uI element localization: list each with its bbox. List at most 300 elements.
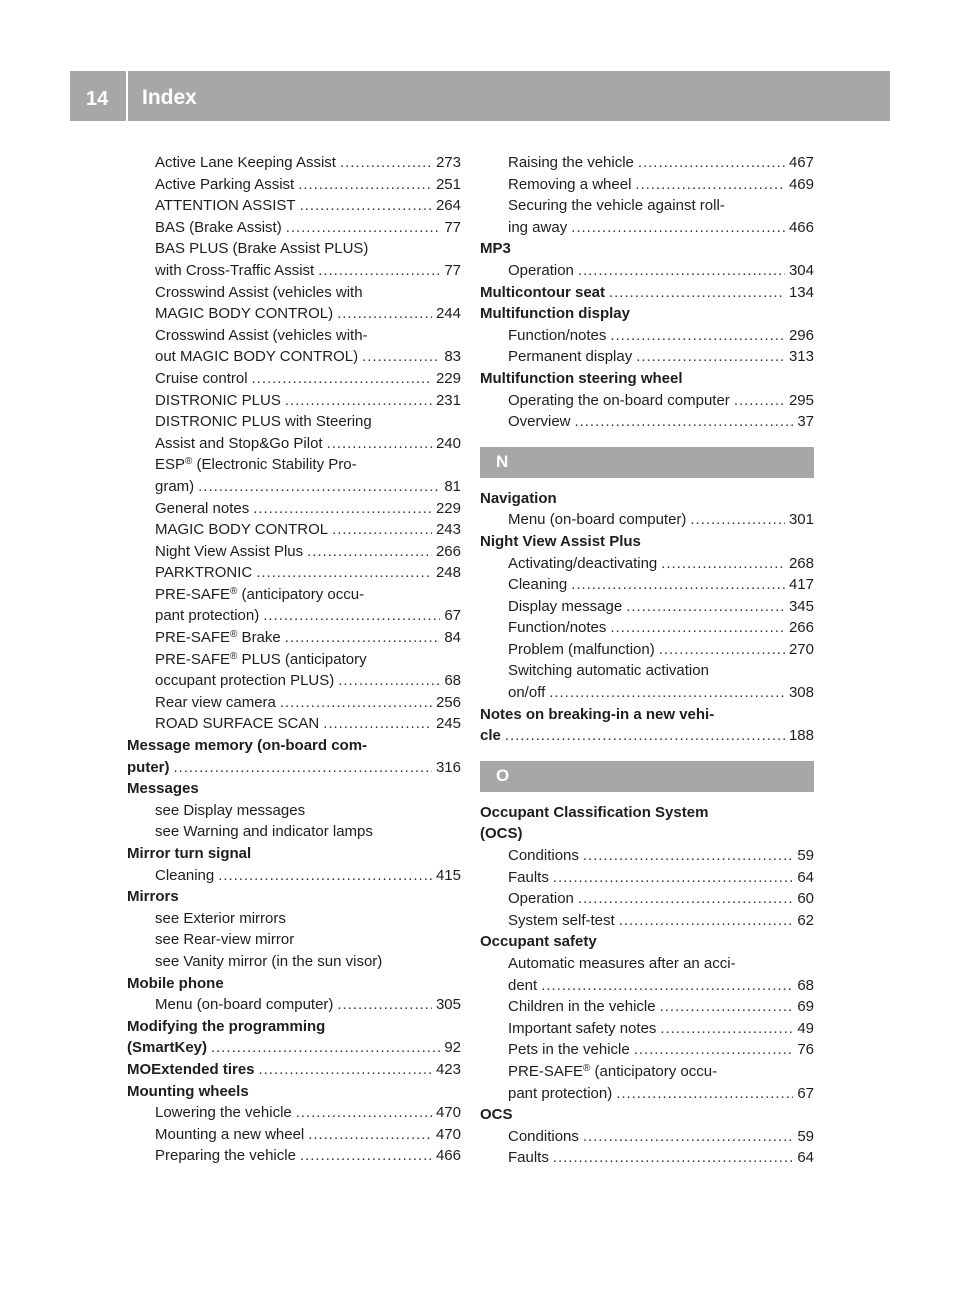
index-subentry bbox=[127, 605, 461, 627]
entry-label: Removing a wheel bbox=[508, 175, 632, 193]
dot-leader bbox=[635, 174, 785, 196]
page-reference: 188 bbox=[788, 727, 814, 745]
index-entry-text bbox=[127, 1016, 325, 1038]
index-entry-text bbox=[508, 1083, 612, 1105]
page-reference: 67 bbox=[444, 607, 461, 625]
page-reference: 469 bbox=[788, 175, 814, 193]
index-subentry bbox=[127, 865, 461, 887]
page-reference: 305 bbox=[435, 996, 461, 1014]
dot-leader bbox=[609, 282, 785, 304]
index-entry-text bbox=[155, 1145, 296, 1167]
header-divider bbox=[126, 71, 128, 121]
index-entry-heading bbox=[127, 735, 461, 757]
index-entry-text bbox=[155, 821, 373, 843]
index-entry-text bbox=[155, 303, 333, 325]
entry-label: puter) bbox=[127, 758, 170, 776]
index-entry-text bbox=[155, 1102, 292, 1124]
entry-label: Crosswind Assist (vehicles with bbox=[155, 283, 363, 301]
index-entry-text bbox=[155, 152, 336, 174]
entry-label: Cruise control bbox=[155, 369, 248, 387]
page-reference: 466 bbox=[435, 1147, 461, 1165]
page-reference: 296 bbox=[788, 326, 814, 344]
page-reference: 301 bbox=[788, 511, 814, 529]
dot-leader bbox=[626, 596, 785, 618]
page-reference: 81 bbox=[444, 477, 461, 495]
entry-label: Raising the vehicle bbox=[508, 154, 634, 171]
page-reference: 243 bbox=[435, 521, 461, 539]
index-entry-text bbox=[155, 195, 296, 217]
registered-mark: ® bbox=[230, 650, 238, 662]
page-reference: 467 bbox=[788, 154, 814, 171]
dot-leader bbox=[583, 845, 793, 867]
page-reference: 229 bbox=[435, 369, 461, 387]
index-entry-heading bbox=[480, 368, 814, 390]
entry-label: Lowering the vehicle bbox=[155, 1104, 292, 1122]
entry-label: PRE-SAFE bbox=[155, 629, 231, 647]
entry-label: MP3 bbox=[480, 240, 511, 258]
index-entry-text bbox=[480, 1104, 513, 1126]
index-entry-heading bbox=[480, 725, 814, 747]
index-entry-text bbox=[155, 800, 305, 822]
index-subentry bbox=[480, 953, 814, 975]
index-subentry bbox=[127, 584, 461, 606]
index-subentry bbox=[127, 649, 461, 671]
entry-label: Assist and Stop&Go Pilot bbox=[155, 434, 323, 452]
index-subentry bbox=[480, 1083, 814, 1105]
page-reference: 470 bbox=[435, 1104, 461, 1122]
dot-leader bbox=[300, 1145, 432, 1167]
index-subentry bbox=[480, 1126, 814, 1148]
index-entry-text bbox=[155, 627, 281, 649]
index-entry-text bbox=[155, 217, 282, 239]
dot-leader bbox=[690, 509, 785, 531]
index-subentry bbox=[480, 639, 814, 661]
index-entry-heading bbox=[127, 1081, 461, 1103]
index-entry-heading bbox=[480, 931, 814, 953]
index-entry-text bbox=[155, 951, 382, 973]
dot-leader bbox=[285, 390, 432, 412]
index-entry-text bbox=[508, 975, 537, 997]
entry-label: Navigation bbox=[480, 489, 557, 507]
registered-mark: ® bbox=[185, 456, 193, 468]
entry-label: Faults bbox=[508, 1149, 549, 1167]
entry-label: PRE-SAFE bbox=[508, 1062, 584, 1080]
index-subentry bbox=[127, 174, 461, 196]
index-entry-text bbox=[480, 488, 557, 510]
index-entry-text bbox=[155, 1124, 304, 1146]
page-reference: 64 bbox=[797, 1149, 814, 1167]
dot-leader bbox=[362, 346, 440, 368]
index-entry-text bbox=[480, 368, 683, 390]
index-subentry bbox=[480, 888, 814, 910]
page-reference: 231 bbox=[435, 391, 461, 409]
index-subentry bbox=[127, 994, 461, 1016]
index-entry-text bbox=[508, 660, 709, 682]
index-entry-text bbox=[508, 1147, 549, 1169]
dot-leader bbox=[308, 1124, 432, 1146]
dot-leader bbox=[259, 1059, 432, 1081]
index-entry-heading bbox=[127, 973, 461, 995]
page-reference: 134 bbox=[788, 283, 814, 301]
page-reference: 304 bbox=[788, 261, 814, 279]
entry-label: Mirror turn signal bbox=[127, 845, 252, 862]
dot-leader bbox=[174, 757, 432, 779]
entry-label: MAGIC BODY CONTROL) bbox=[155, 305, 334, 323]
entry-label: Operation bbox=[508, 261, 574, 279]
dot-leader bbox=[332, 519, 432, 541]
entry-label: Occupant Classification System bbox=[480, 803, 709, 821]
index-subentry bbox=[127, 411, 461, 433]
index-subentry bbox=[127, 713, 461, 735]
index-subentry bbox=[127, 454, 461, 476]
index-subentry bbox=[480, 617, 814, 639]
dot-leader bbox=[253, 498, 432, 520]
index-subentry bbox=[480, 1061, 814, 1083]
entry-label: see Vanity mirror (in the sun visor) bbox=[155, 952, 383, 970]
index-entry-text bbox=[508, 553, 657, 575]
index-entry-text bbox=[508, 682, 545, 704]
entry-label-continued: (Electronic Stability Pro- bbox=[192, 456, 357, 474]
index-entry-heading bbox=[480, 823, 814, 845]
index-entry-text bbox=[155, 994, 333, 1016]
entry-label: Night View Assist Plus bbox=[155, 542, 304, 560]
dot-leader bbox=[337, 994, 432, 1016]
entry-label: Problem (malfunction) bbox=[508, 640, 655, 658]
index-entry-text bbox=[127, 886, 179, 908]
index-subentry bbox=[127, 217, 461, 239]
page-reference: 295 bbox=[788, 391, 814, 409]
index-subentry bbox=[127, 519, 461, 541]
entry-label: see Warning and indicator lamps bbox=[155, 823, 373, 841]
index-subentry bbox=[480, 553, 814, 575]
index-subentry bbox=[480, 867, 814, 889]
index-entry-text bbox=[155, 411, 372, 433]
dot-leader bbox=[263, 605, 440, 627]
index-subentry bbox=[480, 975, 814, 997]
entry-label: Notes on breaking-in a new vehi- bbox=[480, 705, 715, 723]
index-subentry bbox=[127, 908, 461, 930]
entry-label: MAGIC BODY CONTROL bbox=[155, 521, 329, 539]
index-entry-text bbox=[155, 433, 323, 455]
entry-label: Operating the on-board computer bbox=[508, 391, 730, 409]
entry-label: ATTENTION ASSIST bbox=[155, 197, 296, 215]
page-reference: 273 bbox=[435, 154, 461, 171]
index-entry-text bbox=[155, 390, 281, 412]
entry-label-continued: (anticipatory occu- bbox=[590, 1062, 718, 1080]
dot-leader bbox=[338, 670, 440, 692]
index-entry-text bbox=[127, 1081, 249, 1103]
index-entry-text bbox=[127, 973, 224, 995]
entry-label: Children in the vehicle bbox=[508, 998, 656, 1016]
dot-leader bbox=[211, 1037, 440, 1059]
index-entry-text bbox=[155, 260, 314, 282]
index-subentry bbox=[480, 574, 814, 596]
entry-label: Mounting a new wheel bbox=[155, 1125, 305, 1143]
dot-leader bbox=[300, 195, 432, 217]
index-entry-text bbox=[155, 454, 357, 476]
index-subentry bbox=[480, 325, 814, 347]
index-entry-text bbox=[155, 325, 368, 347]
index-entry-heading bbox=[480, 303, 814, 325]
registered-mark: ® bbox=[230, 629, 238, 641]
index-subentry bbox=[127, 368, 461, 390]
index-subentry bbox=[480, 596, 814, 618]
index-subentry bbox=[480, 910, 814, 932]
index-entry-text bbox=[508, 867, 549, 889]
page-reference: 69 bbox=[797, 998, 814, 1016]
entry-label: Rear view camera bbox=[155, 693, 276, 711]
entry-label: Activating/deactivating bbox=[508, 554, 658, 572]
index-entry-text bbox=[508, 346, 632, 368]
page-reference: 470 bbox=[435, 1125, 461, 1143]
dot-leader bbox=[337, 303, 432, 325]
index-entry-text bbox=[127, 1059, 255, 1081]
dot-leader bbox=[661, 553, 785, 575]
index-entry-heading bbox=[480, 802, 814, 824]
page-reference: 345 bbox=[788, 597, 814, 615]
index-entry-heading bbox=[480, 282, 814, 304]
page-reference: 62 bbox=[797, 911, 814, 929]
index-subentry bbox=[127, 627, 461, 649]
index-entry-text bbox=[155, 346, 358, 368]
entry-label-continued: (anticipatory occu- bbox=[237, 585, 365, 603]
index-subentry bbox=[127, 670, 461, 692]
page-reference: 251 bbox=[435, 175, 461, 193]
index-subentry bbox=[127, 562, 461, 584]
index-entry-text bbox=[508, 639, 655, 661]
index-entry-heading bbox=[127, 757, 461, 779]
page-reference: 76 bbox=[797, 1041, 814, 1059]
entry-label: Automatic measures after an acci- bbox=[508, 955, 736, 972]
entry-label: PRE-SAFE bbox=[155, 650, 231, 668]
index-entry-text bbox=[508, 845, 579, 867]
entry-label: DISTRONIC PLUS bbox=[155, 391, 281, 409]
index-entry-text bbox=[480, 931, 597, 953]
index-subentry bbox=[480, 682, 814, 704]
index-entry-heading bbox=[127, 1037, 461, 1059]
entry-label: BAS PLUS (Brake Assist PLUS) bbox=[155, 240, 369, 258]
dot-leader bbox=[583, 1126, 793, 1148]
page-reference: 415 bbox=[435, 866, 461, 884]
entry-label-continued: Brake bbox=[237, 629, 281, 647]
index-entry-heading bbox=[480, 488, 814, 510]
index-subentry bbox=[127, 692, 461, 714]
dot-leader bbox=[659, 639, 785, 661]
dot-leader bbox=[318, 260, 440, 282]
dot-leader bbox=[285, 627, 441, 649]
entry-label: ROAD SURFACE SCAN bbox=[155, 715, 320, 733]
index-subentry bbox=[127, 476, 461, 498]
page-reference: 256 bbox=[435, 693, 461, 711]
index-entry-text bbox=[155, 238, 368, 260]
index-subentry bbox=[480, 1018, 814, 1040]
index-entry-text bbox=[508, 217, 567, 239]
index-subentry bbox=[127, 1145, 461, 1167]
index-subentry bbox=[480, 1147, 814, 1169]
index-entry-heading bbox=[127, 843, 461, 865]
page-reference: 229 bbox=[435, 499, 461, 517]
dot-leader bbox=[553, 867, 793, 889]
index-entry-text bbox=[480, 802, 708, 824]
entry-label: Faults bbox=[508, 868, 549, 886]
index-entry-text bbox=[480, 823, 523, 845]
index-entry-text bbox=[480, 303, 630, 325]
entry-label: Overview bbox=[508, 413, 571, 431]
index-entry-text bbox=[508, 174, 631, 196]
index-subentry bbox=[480, 260, 814, 282]
index-subentry bbox=[127, 821, 461, 843]
index-subentry bbox=[480, 1039, 814, 1061]
entry-label: Switching automatic activation bbox=[508, 662, 709, 680]
entry-label: MOExtended tires bbox=[127, 1060, 255, 1078]
page-reference: 92 bbox=[444, 1039, 461, 1057]
index-entry-text bbox=[155, 174, 294, 196]
entry-label: Conditions bbox=[508, 1127, 579, 1145]
page-reference: 64 bbox=[797, 868, 814, 886]
dot-leader bbox=[660, 1018, 793, 1040]
index-entry-text bbox=[508, 574, 567, 596]
index-subentry bbox=[127, 303, 461, 325]
page-reference: 68 bbox=[797, 976, 814, 994]
index-entry-heading bbox=[127, 886, 461, 908]
index-subentry bbox=[480, 346, 814, 368]
entry-label: Message memory (on-board com- bbox=[127, 737, 368, 755]
page-reference: 417 bbox=[788, 576, 814, 594]
index-entry-text bbox=[155, 908, 286, 930]
index-subentry bbox=[480, 996, 814, 1018]
page-reference: 270 bbox=[788, 640, 814, 658]
index-subentry bbox=[480, 217, 814, 239]
index-subentry bbox=[127, 951, 461, 973]
index-subentry bbox=[480, 660, 814, 682]
index-entry-text bbox=[508, 953, 736, 975]
dot-leader bbox=[619, 910, 794, 932]
page-reference: 49 bbox=[797, 1019, 814, 1037]
index-subentry bbox=[480, 411, 814, 433]
page-reference: 266 bbox=[435, 542, 461, 560]
page-reference: 37 bbox=[797, 413, 814, 431]
index-subentry bbox=[127, 390, 461, 412]
page-reference: 313 bbox=[788, 348, 814, 366]
entry-label: see Exterior mirrors bbox=[155, 909, 286, 927]
dot-leader bbox=[280, 692, 432, 714]
index-entry-text bbox=[155, 713, 319, 735]
entry-label: Important safety notes bbox=[508, 1019, 657, 1037]
page-reference: 248 bbox=[435, 564, 461, 582]
entry-label: Night View Assist Plus bbox=[480, 532, 641, 550]
index-subentry bbox=[127, 152, 461, 174]
entry-label: Conditions bbox=[508, 847, 579, 865]
entry-label: DISTRONIC PLUS with Steering bbox=[155, 413, 372, 431]
dot-leader bbox=[198, 476, 440, 498]
index-letter-heading: N bbox=[480, 447, 814, 478]
index-entry-text bbox=[127, 735, 367, 757]
index-entry-text bbox=[155, 929, 294, 951]
section-title: Index bbox=[142, 86, 197, 109]
entry-label: ing away bbox=[508, 218, 568, 236]
dot-leader bbox=[610, 617, 785, 639]
dot-leader bbox=[660, 996, 794, 1018]
index-entry-text bbox=[508, 260, 574, 282]
page-reference: 308 bbox=[788, 684, 814, 702]
entry-label: Menu (on-board computer) bbox=[155, 996, 334, 1014]
dot-leader bbox=[634, 1039, 794, 1061]
entry-label: Preparing the vehicle bbox=[155, 1147, 296, 1165]
entry-label: on/off bbox=[508, 684, 546, 702]
entry-label: Occupant safety bbox=[480, 933, 597, 951]
dot-leader bbox=[327, 433, 432, 455]
index-entry-text bbox=[508, 1039, 630, 1061]
index-subentry bbox=[480, 845, 814, 867]
index-subentry bbox=[480, 152, 814, 174]
dot-leader bbox=[571, 217, 785, 239]
entry-label: Cleaning bbox=[508, 576, 568, 594]
entry-label: PRE-SAFE bbox=[155, 585, 231, 603]
entry-label: see Rear-view mirror bbox=[155, 931, 295, 949]
entry-label: Active Lane Keeping Assist bbox=[155, 154, 336, 171]
index-subentry bbox=[127, 282, 461, 304]
index-entry-text bbox=[155, 562, 252, 584]
index-entry-text bbox=[127, 757, 170, 779]
dot-leader bbox=[323, 713, 432, 735]
entry-label: with Cross-Traffic Assist bbox=[155, 261, 315, 279]
index-entry-text bbox=[508, 325, 606, 347]
index-subentry bbox=[127, 238, 461, 260]
index-subentry bbox=[480, 509, 814, 531]
index-subentry bbox=[127, 498, 461, 520]
dot-leader bbox=[616, 1083, 793, 1105]
index-entry-text bbox=[508, 152, 634, 174]
registered-mark: ® bbox=[230, 585, 238, 597]
index-entry-text bbox=[480, 725, 501, 747]
index-entry-text bbox=[155, 368, 248, 390]
index-entry-text bbox=[480, 238, 511, 260]
entry-label: Securing the vehicle against roll- bbox=[508, 197, 725, 215]
dot-leader bbox=[307, 541, 432, 563]
entry-label: Operation bbox=[508, 890, 574, 908]
entry-label: Messages bbox=[127, 780, 199, 798]
index-letter-heading: O bbox=[480, 761, 814, 792]
entry-label: pant protection) bbox=[155, 607, 260, 625]
index-subentry bbox=[127, 260, 461, 282]
index-entry-heading bbox=[127, 1016, 461, 1038]
index-entry-text bbox=[508, 390, 730, 412]
entry-label: out MAGIC BODY CONTROL) bbox=[155, 348, 359, 366]
entry-label: Permanent display bbox=[508, 348, 633, 366]
index-entry-text bbox=[155, 519, 328, 541]
index-subentry bbox=[127, 541, 461, 563]
entry-label: Multifunction steering wheel bbox=[480, 369, 683, 387]
page-reference: 68 bbox=[444, 672, 461, 690]
page-reference: 244 bbox=[435, 305, 461, 323]
page-reference: 316 bbox=[435, 758, 461, 776]
page-reference: 60 bbox=[797, 890, 814, 908]
index-entry-text bbox=[480, 282, 605, 304]
entry-label: Function/notes bbox=[508, 326, 607, 344]
dot-leader bbox=[340, 152, 432, 174]
page-number: 14 bbox=[86, 88, 109, 110]
index-entry-heading bbox=[127, 778, 461, 800]
entry-label: dent bbox=[508, 976, 538, 994]
page-reference: 264 bbox=[435, 197, 461, 215]
page-reference: 466 bbox=[788, 218, 814, 236]
index-entry-heading bbox=[480, 704, 814, 726]
index-entry-heading bbox=[480, 238, 814, 260]
dot-leader bbox=[286, 217, 441, 239]
index-entry-text bbox=[127, 843, 251, 865]
entry-label: General notes bbox=[155, 499, 250, 517]
index-entry-text bbox=[155, 865, 214, 887]
